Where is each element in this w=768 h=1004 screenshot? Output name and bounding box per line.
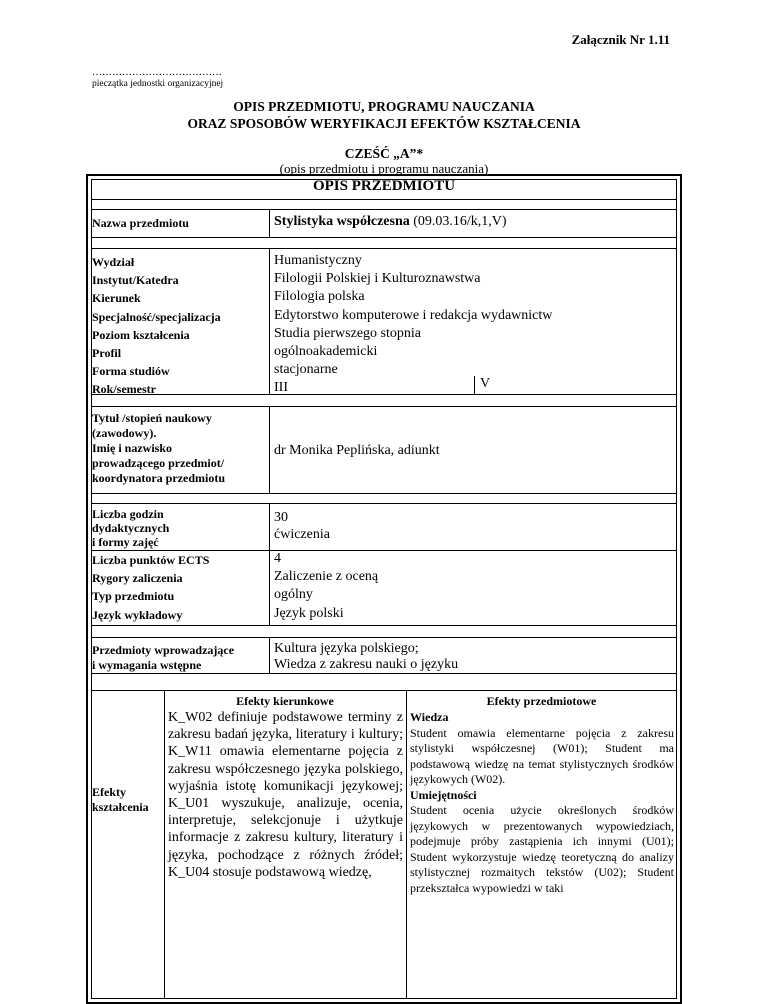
hours-label-line: Liczba godzin (92, 507, 164, 521)
info-label: Rok/semestr (92, 382, 156, 397)
divider (269, 248, 270, 394)
effects-head-left: Efekty kierunkowe (236, 694, 334, 708)
knowledge-text: Student omawia elementarne pojęcia z zakresu stylistyki współczesnej (W01); Student ma podstawową wiedzę na temat stylistycznych środków językowych (W02). (410, 725, 674, 786)
teacher-label-line: Tytuł /stopień naukowy (92, 411, 212, 425)
course-name: Stylistyka współczesna (274, 214, 410, 229)
more-label: Rygory zaliczenia (92, 571, 183, 586)
part-subtitle: (opis przedmiotu i programu nauczania) (279, 161, 489, 176)
teacher-label-line: prowadzącego przedmiot/ (92, 456, 225, 470)
info-label: Specjalność/specjalizacja (92, 309, 221, 324)
stamp-dots: ………………………………… (92, 67, 222, 78)
info-value: Filologia polska (274, 289, 365, 305)
divider (91, 237, 677, 238)
divider (406, 690, 407, 999)
divider (91, 673, 677, 674)
course-name-label: Nazwa przedmiotu (92, 216, 189, 230)
divider (91, 637, 677, 638)
stamp-caption: pieczątka jednostki organizacyjnej (92, 79, 224, 89)
more-value: ogólny (274, 587, 313, 603)
hours-value-2: ćwiczenia (274, 527, 330, 542)
doc-title-line1: OPIS PRZEDMIOTU, PROGRAMU NAUCZANIA (233, 99, 535, 114)
skills-text: Student ocenia użycie określonych środków językowych w prezentowanych wypowiedziach, podejmuje próby zastąpienia ich innymi (U01); Student wykorzystuje wiedzę teoretyczną do analizy stylistycznej rozmaitych tekstów (U02); Student przekształca wypowiedzi w taki (410, 803, 674, 895)
course-code: (09.03.16/k,1,V) (409, 214, 507, 229)
info-value: Filologii Polskiej i Kulturoznawstwa (274, 271, 481, 287)
info-value: III (274, 380, 288, 396)
teacher-label-line: (zawodowy). (92, 426, 157, 440)
more-label: Język wykładowy (92, 607, 183, 622)
info-value: Studia pierwszego stopnia (274, 325, 421, 341)
teacher-label-line: koordynatora przedmiotu (92, 471, 225, 485)
divider (91, 550, 677, 551)
effects-head-right: Efekty przedmiotowe (486, 694, 597, 708)
annex-number: Załącznik Nr 1.11 (571, 32, 670, 47)
info-value: Humanistyczny (274, 253, 362, 268)
more-value: 4 (274, 551, 281, 566)
info-label: Poziom kształcenia (92, 327, 190, 342)
effects-label-2: kształcenia (92, 800, 149, 814)
divider (474, 376, 475, 394)
divider (269, 209, 270, 237)
more-value: Zaliczenie z oceną (274, 569, 379, 585)
divider (269, 503, 270, 625)
course-name-value (274, 214, 507, 230)
divider (91, 625, 677, 626)
doc-title-line2: ORAZ SPOSOBÓW WERYFIKACJI EFEKTÓW KSZTAŁCENIA (187, 116, 581, 131)
divider (269, 637, 270, 673)
effects-right-text (410, 710, 674, 896)
info-value: Edytorstwo komputerowe i redakcja wydawnictw (274, 307, 553, 323)
knowledge-heading: Wiedza (410, 710, 449, 724)
info-label: Profil (92, 346, 122, 360)
divider (269, 406, 270, 493)
prereq-value-1: Kultura języka polskiego; (274, 641, 419, 656)
hours-value-1: 30 (274, 510, 288, 525)
divider (91, 690, 677, 691)
divider (91, 406, 677, 407)
skills-heading: Umiejętności (410, 787, 477, 802)
hours-label-line: i formy zajęć (92, 535, 159, 549)
divider (91, 248, 677, 249)
divider (91, 394, 677, 395)
info-label: Wydział (92, 255, 135, 269)
more-value: Język polski (274, 605, 344, 621)
info-value: ogólnoakademicki (274, 344, 378, 359)
info-label: Kierunek (92, 291, 141, 306)
prereq-value-2: Wiedza z zakresu nauki o języku (274, 657, 459, 672)
semester-value: V (480, 376, 491, 391)
divider (91, 199, 677, 200)
effects-left-text: K_W02 definiuje podstawowe terminy z zakresu badań języka, literatury i kultury; K_W11 omawia elementarne pojęcia z zakresu współczesnego języka polskiego, wyjaśnia istotę komunikacji językowej; K_U01 wyszukuje, analizuje, ocenia, interpretuje, selekcjonuje i użytkuje informacje z zakresu kultury, literatury i języka, pochodzące z różnych źródeł; K_U04 stosuje podstawową wiedzę, (168, 710, 403, 880)
info-label: Forma studiów (92, 364, 170, 379)
hours-label-line: dydaktycznych (92, 521, 170, 535)
teacher-label-line: Imię i nazwisko (92, 441, 173, 455)
prereq-label-2: i wymagania wstępne (92, 658, 202, 672)
table-title: OPIS PRZEDMIOTU (312, 178, 456, 194)
divider (91, 503, 677, 504)
info-label: Instytut/Katedra (92, 273, 179, 288)
more-label: Typ przedmiotu (92, 589, 175, 604)
teacher-value: dr Monika Peplińska, adiunkt (274, 443, 440, 458)
divider (91, 209, 677, 210)
part-title: CZEŚĆ „A”* (344, 146, 424, 161)
divider (164, 690, 165, 999)
info-value: stacjonarne (274, 362, 338, 378)
divider (91, 493, 677, 494)
effects-label-1: Efekty (92, 785, 126, 799)
more-label: Liczba punktów ECTS (92, 553, 210, 567)
prereq-label-1: Przedmioty wprowadzające (92, 643, 235, 657)
